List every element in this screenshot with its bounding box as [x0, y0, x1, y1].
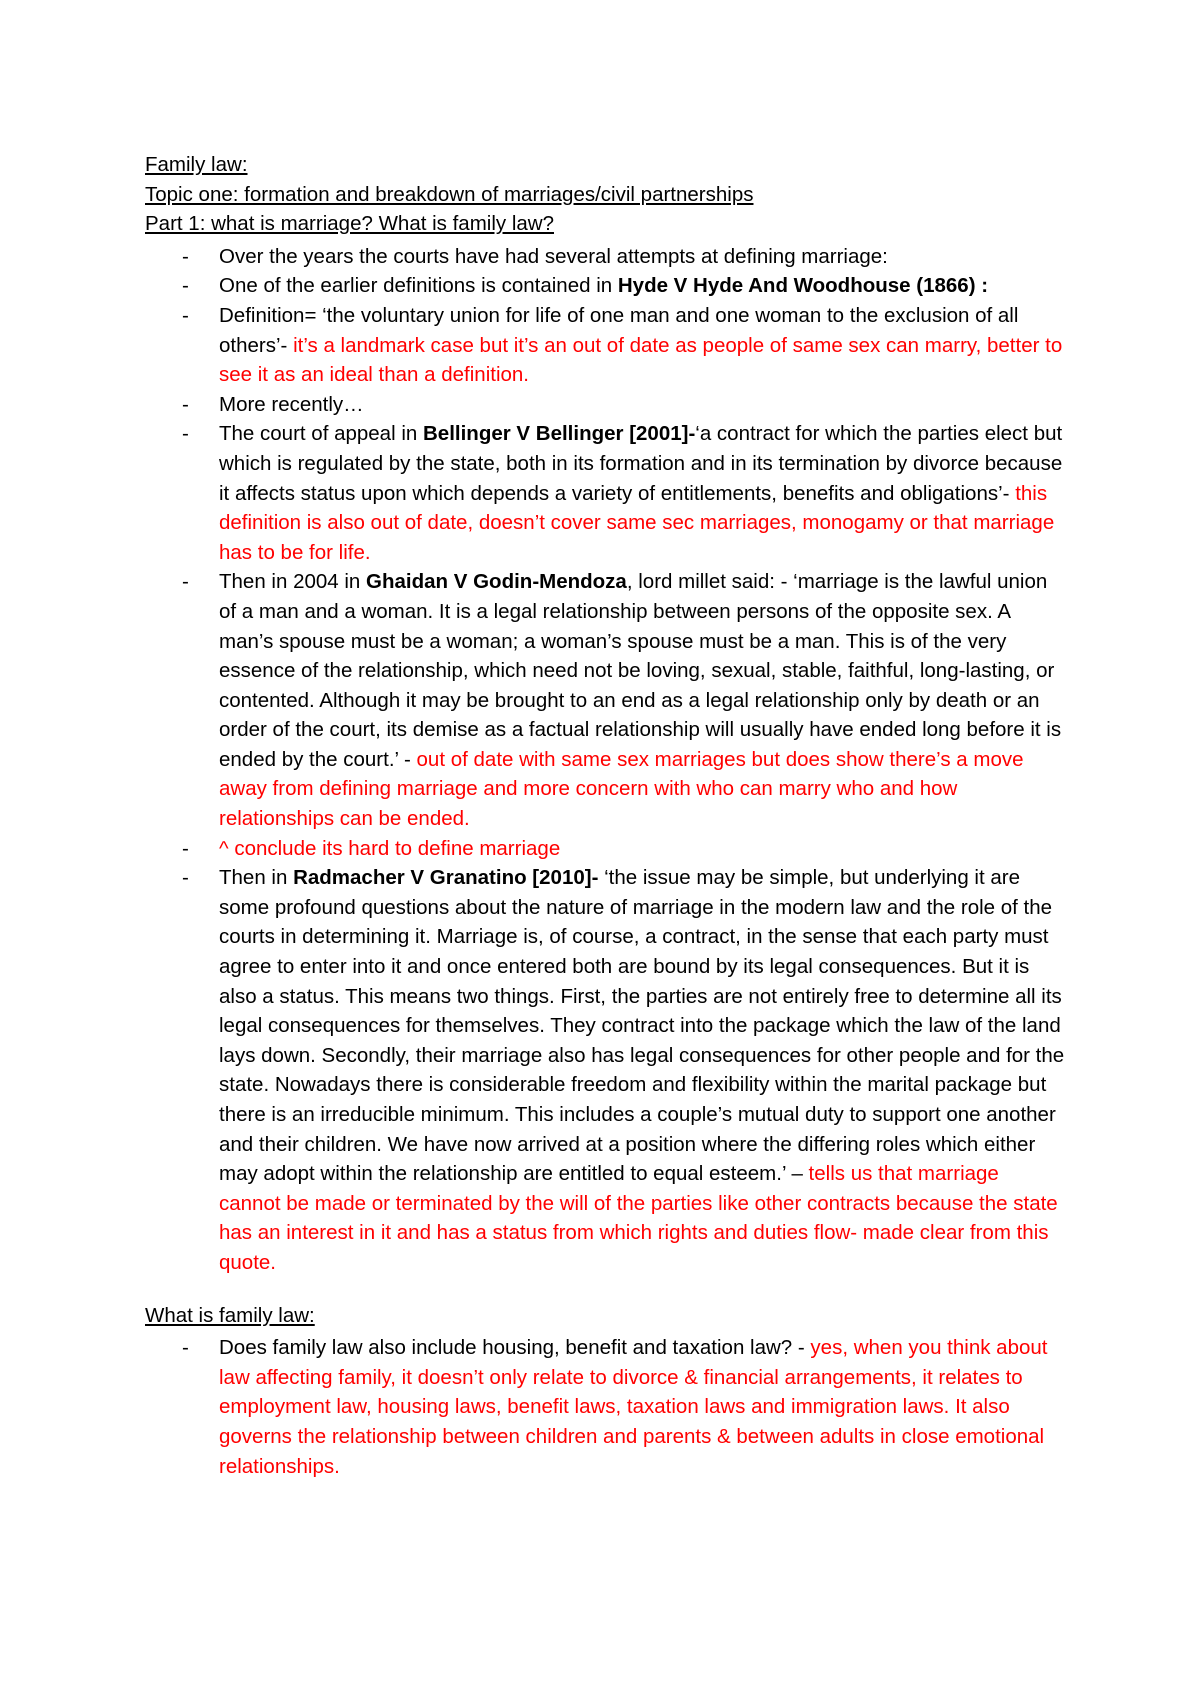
bullet-dash: - [182, 303, 189, 327]
section2-bullet-list [145, 1333, 1065, 1481]
list-item [145, 271, 1065, 301]
list-item [145, 863, 1065, 1277]
item-quote: ‘the issue may be simple, but underlying it are some profound questions about the nature of marriage in the modern law and the role of the courts in determining it. Marriage is, of course, a contract, in the sense that each party must agree to enter into it and once entered both are bound by its legal consequences. But it is also a status. This means two things. First, the parties are not entirely free to determine all its legal consequences for themselves. They contract into the package which the law of the land lays down. Secondly, their marriage also has legal consequences for other people and for the state. Nowadays there is considerable freedom and flexibility within the marital package but there is an irreducible minimum. This includes a couple’s mutual duty to support one another and their children. We have now arrived at a position where the differing roles which either may adopt within the relationship are entitled to equal esteem.’ – [219, 866, 1065, 1186]
item-text: The court of appeal in [219, 422, 423, 446]
case-name: Bellinger V Bellinger [2001]- [423, 422, 696, 446]
item-quote: Definition= ‘the voluntary union for life of one man and one woman to the exclusion of all others’- [219, 303, 1019, 357]
section-heading: What is family law: [145, 1303, 315, 1327]
annotation-note: out of date with same sex marriages but does show there’s a move away from defining marriage and more concern with who can marry who and how relationships can be ended. [219, 747, 1024, 831]
section-what-is-family-law [145, 1301, 1065, 1482]
document-body [145, 150, 1065, 1481]
topic-heading: Topic one: formation and breakdown of marriages/civil partnerships [145, 182, 754, 206]
bullet-dash: - [182, 274, 189, 298]
doc-title: Family law: [145, 153, 248, 176]
bullet-dash: - [182, 570, 189, 594]
list-item [145, 301, 1065, 390]
list-item [145, 567, 1065, 833]
item-text: More recently… [219, 392, 364, 416]
item-question: Does family law also include housing, benefit and taxation law? - [219, 1336, 811, 1360]
annotation-note: it’s a landmark case but it’s an out of date as people of same sex can marry, better to see it as an ideal than a definition. [219, 333, 1063, 387]
list-item [145, 242, 1065, 272]
bullet-dash: - [182, 244, 189, 268]
bullet-dash: - [182, 422, 189, 446]
annotation-note: yes, when you think about law affecting family, it doesn’t only relate to divorce & financial arrangements, it relates to employment law, housing laws, benefit laws, taxation laws and immigration laws. It also governs the relationship between children and parents & between adults in close emotional relationships. [219, 1336, 1048, 1478]
item-text: Then in [219, 866, 294, 890]
bullet-dash: - [182, 836, 189, 860]
case-name: Ghaidan V Godin-Mendoza [366, 570, 627, 594]
item-quote: , lord millet said: - ‘marriage is the lawful union of a man and a woman. It is a legal relationship between persons of the opposite sex. A man’s spouse must be a woman; a woman’s spouse must be a man. This is of the very essence of the relationship, which need not be loving, sexual, stable, faithful, long-lasting, or contented. Although it may be brought to an end as a legal relationship only by death or an order of the court, its demise as a factual relationship will usually have ended long before it is ended by the court.’ - [219, 570, 1062, 771]
item-text: Then in 2004 in [219, 570, 367, 594]
list-item [145, 834, 1065, 864]
part1-bullet-list [145, 242, 1065, 1278]
part-heading: Part 1: what is marriage? What is family law? [145, 212, 554, 236]
case-name: Radmacher V Granatino [2010]- [293, 866, 599, 890]
case-name: Hyde V Hyde And Woodhouse (1866) : [617, 274, 989, 298]
item-quote: ‘a contract for which the parties elect but which is regulated by the state, both in its formation and in its termination by divorce because it affects status upon which depends a variety of entitlements, benefits and obligations’- [219, 422, 1063, 505]
annotation-note: ^ conclude its hard to define marriage [219, 836, 561, 860]
bullet-dash: - [182, 866, 189, 890]
item-text: One of the earlier definitions is contained in [219, 274, 618, 298]
list-item [145, 1333, 1065, 1481]
annotation-note: this definition is also out of date, doesn’t cover same sec marriages, monogamy or that marriage has to be for life. [219, 481, 1055, 564]
list-item [145, 390, 1065, 420]
annotation-note: tells us that marriage cannot be made or terminated by the will of the parties like other contracts because the state has an interest in it and has a status from which rights and duties flow- made clear from this quote. [219, 1162, 1058, 1274]
bullet-dash: - [182, 1336, 189, 1360]
list-item [145, 419, 1065, 567]
bullet-dash: - [182, 392, 189, 416]
item-text: Over the years the courts have had several attempts at defining marriage: [219, 244, 888, 268]
